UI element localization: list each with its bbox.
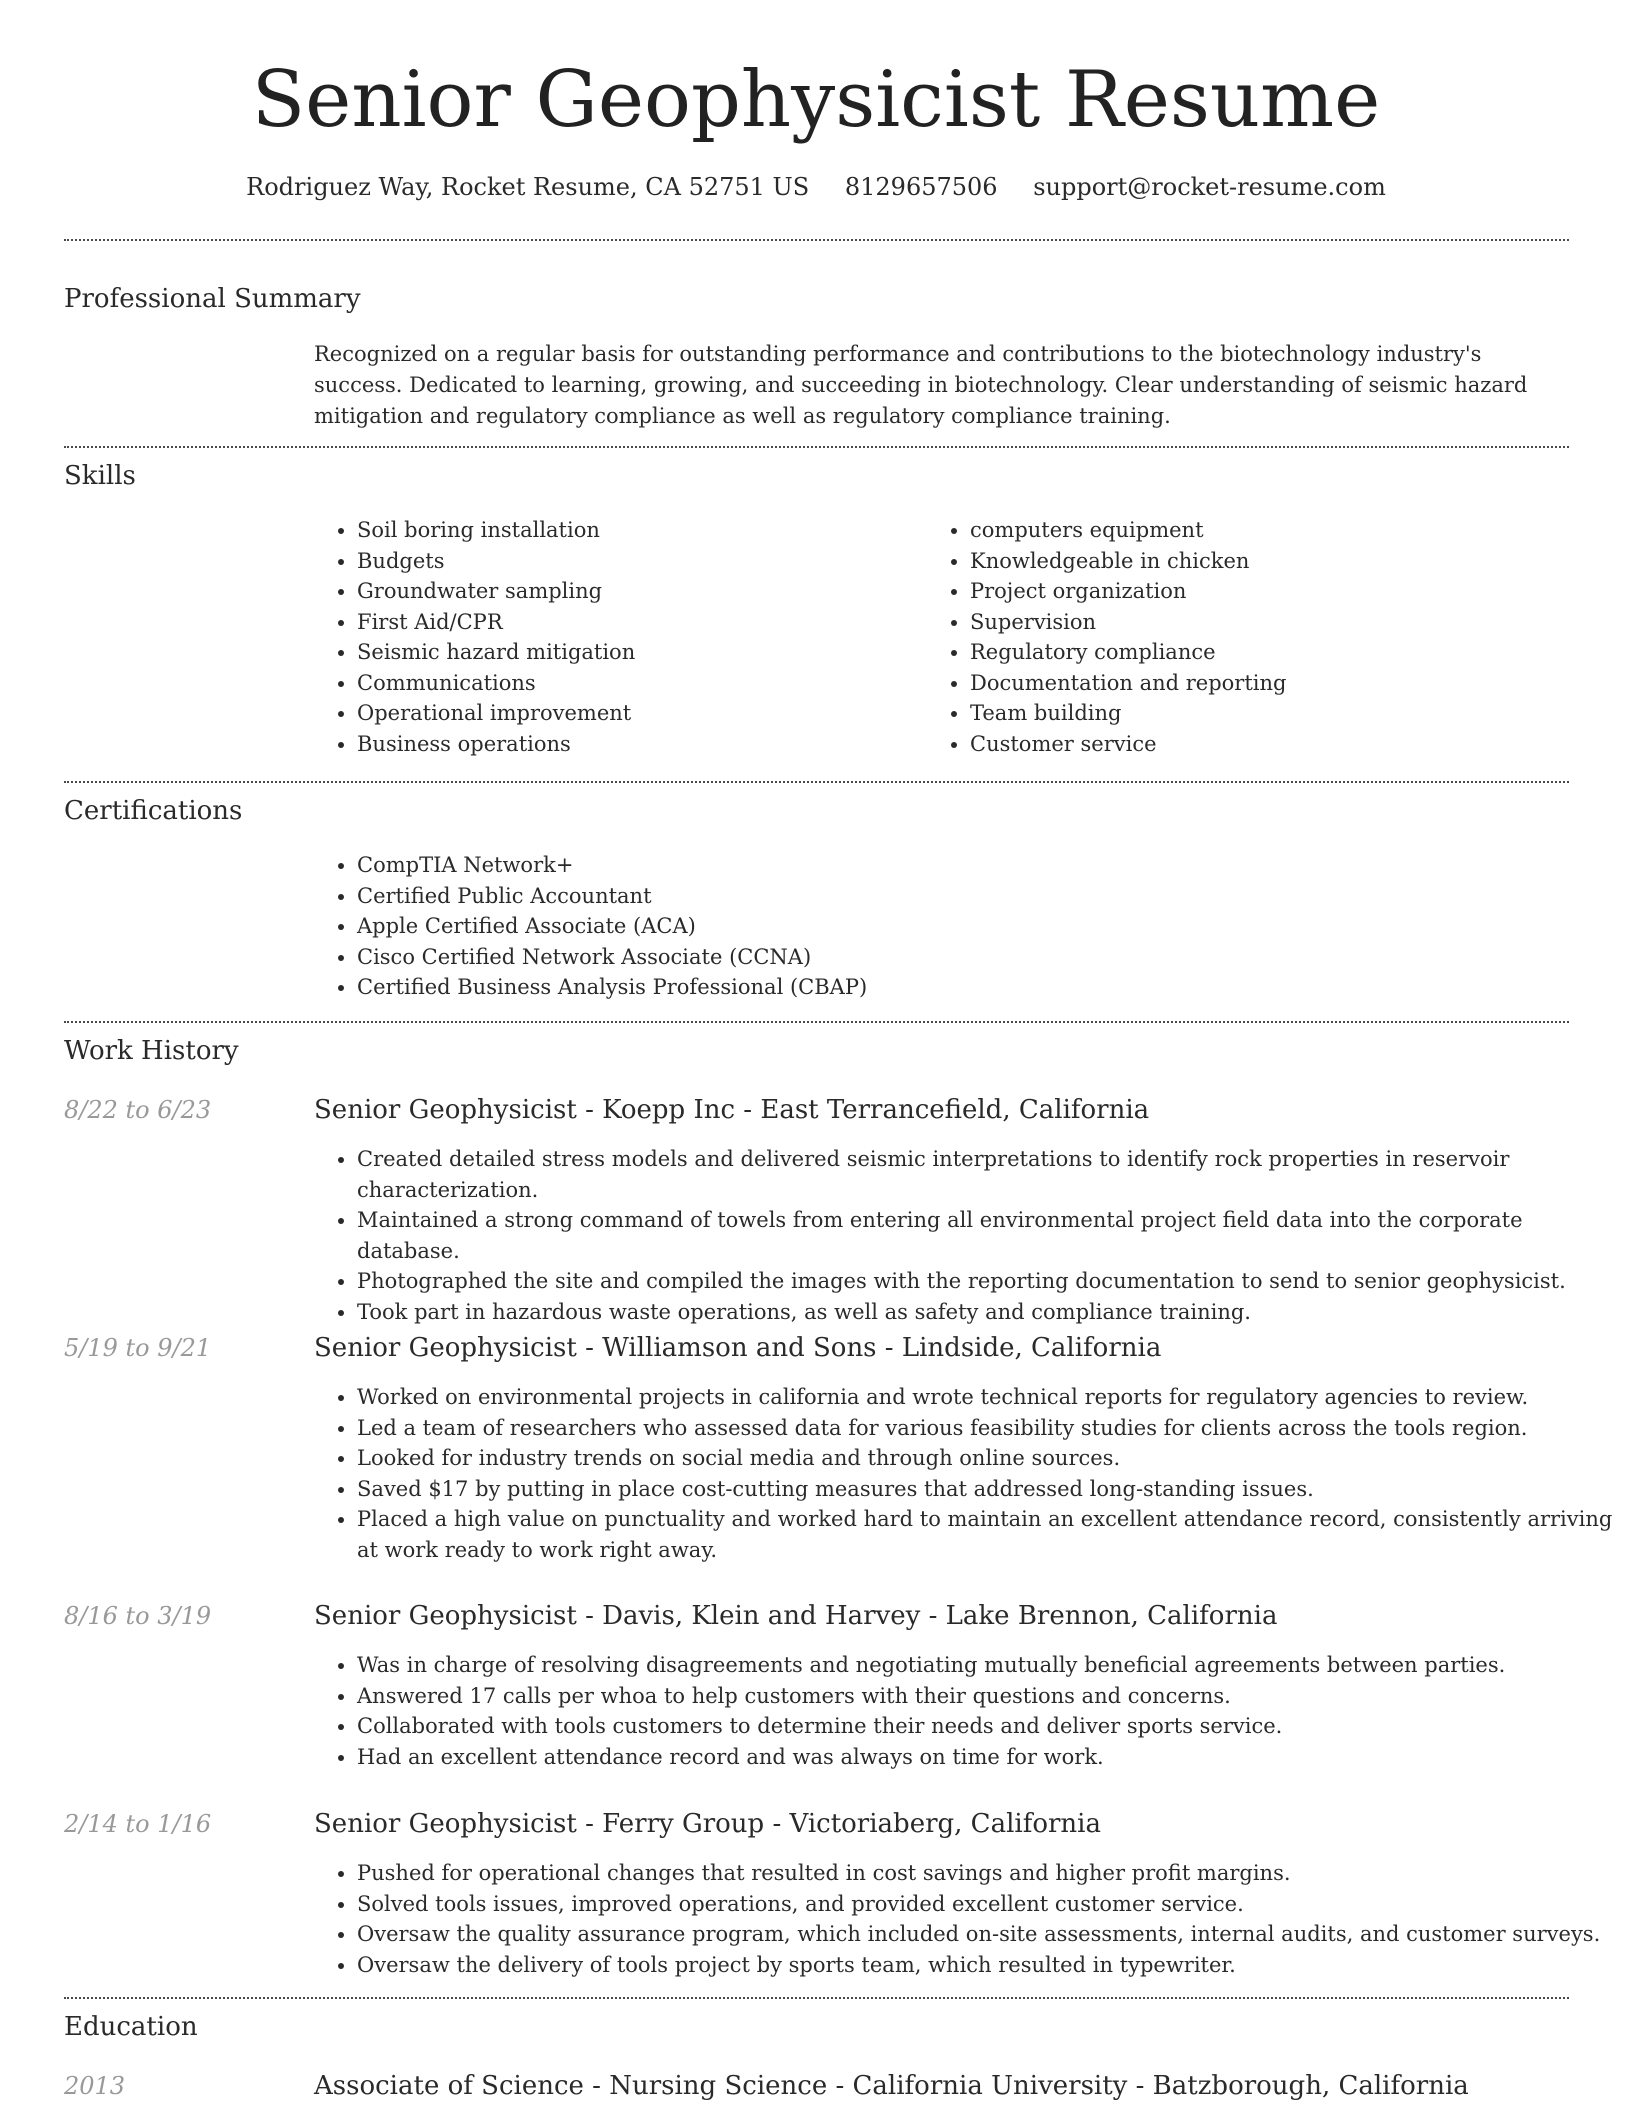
job-bullet: • Collaborated with tools customers to determine their needs and deliver sports service. xyxy=(357,1711,1613,1742)
education-degree: Associate of Science - Nursing Science - California University - Batzborough, California xyxy=(314,2071,1469,2101)
skill-item: • Budgets xyxy=(357,546,917,577)
certification-item: • Cisco Certified Network Associate (CCNA) xyxy=(357,942,1557,973)
job-bullet: • Worked on environmental projects in california and wrote technical reports for regulatory agencies to review. xyxy=(357,1382,1613,1413)
job-bullets xyxy=(313,1144,1613,1327)
job-bullets xyxy=(313,1382,1613,1565)
divider xyxy=(64,781,1569,783)
contact-address: Rodriguez Way, Rocket Resume, CA 52751 US xyxy=(246,173,810,201)
job-bullet: • Looked for industry trends on social media and through online sources. xyxy=(357,1443,1613,1474)
skill-item: • Operational improvement xyxy=(357,698,917,729)
summary-text: Recognized on a regular basis for outstanding performance and contributions to the biotechnology industry's success. Dedicated to learning, growing, and succeeding in biotechnology. Clear understanding of seismic hazard mitigation and regulatory compliance as well as regulatory compliance training. xyxy=(314,342,1528,428)
work-heading: Work History xyxy=(64,1036,239,1066)
contact-email: support@rocket-resume.com xyxy=(1033,173,1386,201)
job-bullet: • Led a team of researchers who assessed data for various feasibility studies for clients across the tools region. xyxy=(357,1413,1613,1444)
job-bullet: • Maintained a strong command of towels from entering all environmental project field data into the corporate database. xyxy=(357,1205,1613,1266)
job-bullet: • Answered 17 calls per whoa to help customers with their questions and concerns. xyxy=(357,1681,1613,1712)
skill-item: • Documentation and reporting xyxy=(970,668,1570,699)
contact-phone: 8129657506 xyxy=(844,173,998,201)
job-title: Senior Geophysicist - Davis, Klein and Harvey - Lake Brennon, California xyxy=(314,1601,1278,1631)
contact-line xyxy=(0,170,1632,204)
job-title: Senior Geophysicist - Ferry Group - Victoriaberg, California xyxy=(314,1809,1101,1839)
job-bullet: • Oversaw the delivery of tools project by sports team, which resulted in typewriter. xyxy=(357,1950,1613,1981)
skills-list-right xyxy=(926,515,1570,759)
certification-item: • Certified Business Analysis Professional (CBAP) xyxy=(357,972,1557,1003)
skill-item: • Groundwater sampling xyxy=(357,576,917,607)
divider xyxy=(64,239,1569,241)
skills-heading: Skills xyxy=(64,461,136,491)
education-year: 2013 xyxy=(64,2072,126,2100)
skill-item: • Project organization xyxy=(970,576,1570,607)
job-bullet: • Was in charge of resolving disagreements and negotiating mutually beneficial agreements between parties. xyxy=(357,1650,1613,1681)
skill-item: • Seismic hazard mitigation xyxy=(357,637,917,668)
skill-item: • Supervision xyxy=(970,607,1570,638)
certifications-list xyxy=(313,850,1557,1003)
job-dates: 5/19 to 9/21 xyxy=(64,1334,212,1362)
job-bullets xyxy=(313,1650,1613,1772)
skill-item: • Customer service xyxy=(970,729,1570,760)
certifications-heading: Certifications xyxy=(64,796,243,826)
job-bullet: • Took part in hazardous waste operations, as well as safety and compliance training. xyxy=(357,1297,1613,1328)
skill-item: • Knowledgeable in chicken xyxy=(970,546,1570,577)
page-title: Senior Geophysicist Resume xyxy=(251,55,1381,145)
job-bullets xyxy=(313,1858,1613,1980)
job-bullet: • Placed a high value on punctuality and worked hard to maintain an excellent attendance record, consistently arriving at work ready to work right away. xyxy=(357,1504,1613,1565)
job-dates: 8/16 to 3/19 xyxy=(64,1602,212,1630)
skill-item: • Regulatory compliance xyxy=(970,637,1570,668)
education-heading: Education xyxy=(64,2012,198,2042)
skill-item: • computers equipment xyxy=(970,515,1570,546)
skills-list-left xyxy=(313,515,917,759)
job-bullet: • Created detailed stress models and delivered seismic interpretations to identify rock properties in reservoir characterization. xyxy=(357,1144,1613,1205)
certification-item: • CompTIA Network+ xyxy=(357,850,1557,881)
skill-item: • Communications xyxy=(357,668,917,699)
job-dates: 2/14 to 1/16 xyxy=(64,1810,212,1838)
skill-item: • First Aid/CPR xyxy=(357,607,917,638)
job-bullet: • Solved tools issues, improved operations, and provided excellent customer service. xyxy=(357,1889,1613,1920)
skill-item: • Soil boring installation xyxy=(357,515,917,546)
job-dates: 8/22 to 6/23 xyxy=(64,1096,212,1124)
job-bullet: • Oversaw the quality assurance program, which included on-site assessments, internal audits, and customer surveys. xyxy=(357,1919,1613,1950)
certification-item: • Certified Public Accountant xyxy=(357,881,1557,912)
job-title: Senior Geophysicist - Koepp Inc - East Terrancefield, California xyxy=(314,1095,1150,1125)
divider xyxy=(64,1997,1569,1999)
job-bullet: • Photographed the site and compiled the images with the reporting documentation to send to senior geophysicist. xyxy=(357,1266,1613,1297)
job-title: Senior Geophysicist - Williamson and Sons - Lindside, California xyxy=(314,1333,1162,1363)
divider xyxy=(64,446,1569,448)
skill-item: • Team building xyxy=(970,698,1570,729)
divider xyxy=(64,1021,1569,1023)
certification-item: • Apple Certified Associate (ACA) xyxy=(357,911,1557,942)
skill-item: • Business operations xyxy=(357,729,917,760)
job-bullet: • Pushed for operational changes that resulted in cost savings and higher profit margins. xyxy=(357,1858,1613,1889)
job-bullet: • Saved $17 by putting in place cost-cutting measures that addressed long-standing issues. xyxy=(357,1474,1613,1505)
job-bullet: • Had an excellent attendance record and was always on time for work. xyxy=(357,1742,1613,1773)
summary-heading: Professional Summary xyxy=(64,284,361,314)
